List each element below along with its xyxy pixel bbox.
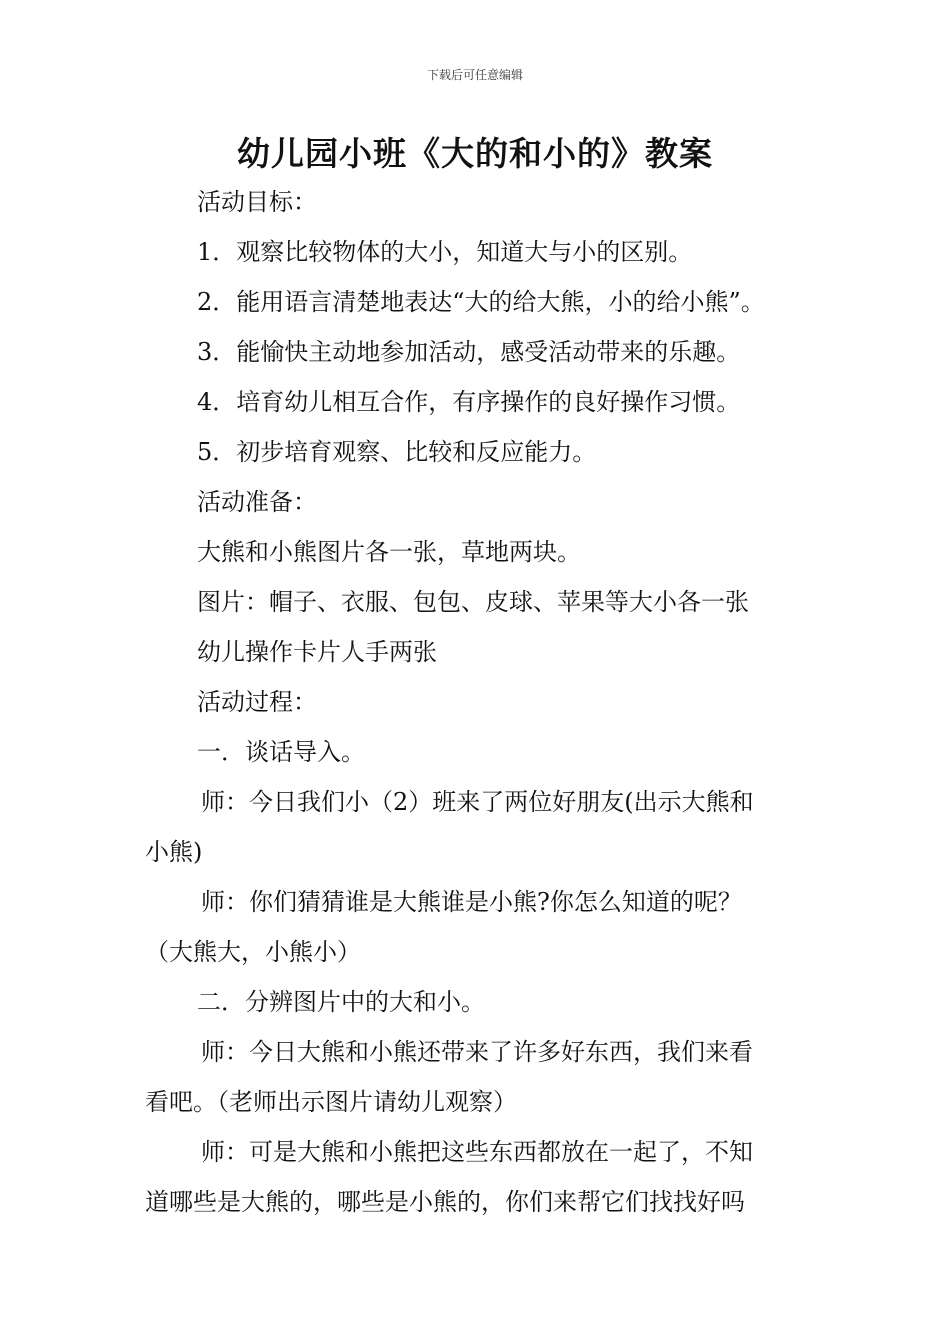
- goal-item: 5．初步培育观察、比较和反应能力。: [197, 438, 597, 466]
- section-heading-process: 活动过程：: [197, 688, 317, 716]
- document-body: [145, 177, 810, 1227]
- goal-item: 1．观察比较物体的大小，知道大与小的区别。: [197, 238, 693, 266]
- goal-item: 3．能愉快主动地参加活动，感受活动带来的乐趣。: [197, 338, 741, 366]
- dialogue-line: 师：可是大熊和小熊把这些东西都放在一起了，不知: [201, 1138, 753, 1166]
- dialogue-line: 师：今日我们小（2）班来了两位好朋友(出示大熊和: [201, 788, 754, 816]
- preparation-item: 大熊和小熊图片各一张，草地两块。: [197, 538, 581, 566]
- process-step-heading: 一．谈话导入。: [197, 738, 365, 766]
- dialogue-line-continued: 小熊): [145, 838, 203, 866]
- section-heading-goals: 活动目标：: [197, 188, 317, 216]
- dialogue-line-continued: 看吧。（老师出示图片请幼儿观察）: [145, 1088, 517, 1116]
- section-heading-preparation: 活动准备：: [197, 488, 317, 516]
- document-title: 幼儿园小班《大的和小的》教案: [237, 134, 713, 173]
- dialogue-line-continued: 道哪些是大熊的，哪些是小熊的，你们来帮它们找找好吗: [145, 1188, 745, 1216]
- goal-item: 4．培育幼儿相互合作，有序操作的良好操作习惯。: [197, 388, 741, 416]
- preparation-item: 幼儿操作卡片人手两张: [197, 638, 437, 666]
- dialogue-line-continued: （大熊大，小熊小）: [145, 938, 361, 966]
- page-header: 下载后可任意编辑: [426, 68, 523, 82]
- dialogue-line: 师：今日大熊和小熊还带来了许多好东西，我们来看: [201, 1038, 753, 1066]
- process-step-heading: 二．分辨图片中的大和小。: [197, 988, 485, 1016]
- dialogue-line: 师：你们猜猜谁是大熊谁是小熊?你怎么知道的呢？: [201, 888, 742, 916]
- preparation-item: 图片：帽子、衣服、包包、皮球、苹果等大小各一张: [197, 588, 749, 616]
- goal-item: 2．能用语言清楚地表达“大的给大熊，小的给小熊”。: [197, 288, 765, 316]
